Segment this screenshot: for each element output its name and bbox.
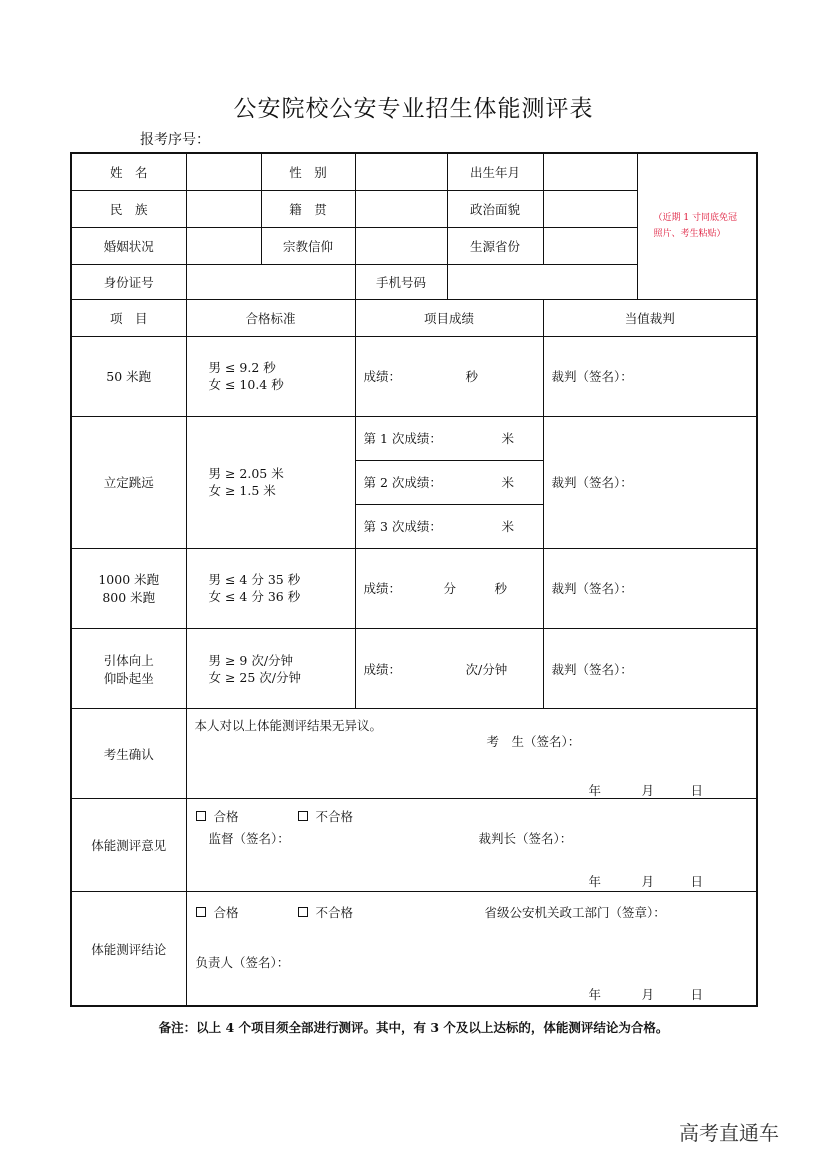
pullup-unit: 次/分钟 <box>465 661 508 677</box>
jump-attempt3-label: 第 3 次成绩： <box>363 519 442 535</box>
pullup-std-female: 女 ≥ 25 次/分钟 <box>208 669 302 685</box>
pullup-name-1: 引体向上 <box>103 652 154 668</box>
political-input[interactable] <box>543 190 637 227</box>
pullup-judge-cell[interactable] <box>543 628 757 708</box>
run50-judge-label: 裁判（签名）： <box>551 369 633 385</box>
opinion-chief-judge: 裁判长（签名）： <box>478 831 573 847</box>
serial-number-label: 报考序号： <box>140 132 210 148</box>
jump-name: 立定跳远 <box>71 416 186 548</box>
religion-label: 宗教信仰 <box>261 227 355 264</box>
opinion-fail-label: 不合格 <box>315 809 354 825</box>
province-input[interactable] <box>543 227 637 264</box>
confirm-cell[interactable] <box>186 709 757 799</box>
header-judge: 当值裁判 <box>543 299 757 336</box>
confirm-label: 考生确认 <box>71 709 186 799</box>
run50-unit: 秒 <box>465 369 479 385</box>
jump-standard <box>186 416 355 548</box>
run1000-score-label: 成绩： <box>363 581 402 597</box>
checkbox-icon[interactable] <box>298 811 308 821</box>
birth-input[interactable] <box>543 153 637 190</box>
jump-attempt2-label: 第 2 次成绩： <box>363 475 442 491</box>
jump-attempt3-unit: 米 <box>501 519 515 535</box>
conclusion-label: 体能测评结论 <box>71 892 186 1006</box>
run50-judge-cell[interactable] <box>543 336 757 416</box>
jump-attempt1-cell[interactable] <box>355 416 543 460</box>
run1000-unit-min: 分 <box>443 581 457 597</box>
ethnicity-input[interactable] <box>186 190 261 227</box>
jump-attempt1-unit: 米 <box>501 431 515 447</box>
opinion-supervisor: 监督（签名）： <box>208 831 290 847</box>
header-score: 项目成绩 <box>355 299 543 336</box>
checkbox-icon[interactable] <box>196 907 206 917</box>
marital-label: 婚姻状况 <box>71 227 186 264</box>
political-label: 政治面貌 <box>447 190 543 227</box>
run1000-standard <box>186 548 355 628</box>
province-label: 生源省份 <box>447 227 543 264</box>
run1000-name-1: 1000 米跑 <box>98 572 160 588</box>
run1000-name <box>71 548 186 628</box>
confirm-sign: 考 生（签名）： <box>486 734 581 750</box>
native-place-label: 籍 贯 <box>261 190 355 227</box>
photo-hint-2: 照片、考生粘贴） <box>653 229 726 240</box>
opinion-cell[interactable] <box>186 799 757 892</box>
run1000-judge-label: 裁判（签名）： <box>551 581 633 597</box>
run1000-std-male: 男 ≤ 4 分 35 秒 <box>208 572 301 588</box>
run1000-unit-sec: 秒 <box>494 581 508 597</box>
run50-standard <box>186 336 355 416</box>
photo-box[interactable] <box>637 153 757 299</box>
confirm-year: 年 <box>588 783 602 799</box>
conclusion-pass-option[interactable] <box>196 903 239 921</box>
gender-input[interactable] <box>355 153 447 190</box>
conclusion-year: 年 <box>588 987 602 1003</box>
conclusion-dept: 省级公安机关政工部门（签章）： <box>484 905 666 921</box>
opinion-fail-option[interactable] <box>298 807 354 825</box>
confirm-day: 日 <box>690 783 704 799</box>
pullup-score-label: 成绩： <box>363 661 402 677</box>
confirm-statement: 本人对以上体能测评结果无异议。 <box>194 718 383 734</box>
run1000-std-female: 女 ≤ 4 分 36 秒 <box>208 589 301 605</box>
jump-judge-label: 裁判（签名）： <box>551 475 633 491</box>
name-label: 姓 名 <box>71 153 186 190</box>
native-place-input[interactable] <box>355 190 447 227</box>
ethnicity-label: 民 族 <box>71 190 186 227</box>
run1000-judge-cell[interactable] <box>543 548 757 628</box>
conclusion-day: 日 <box>690 987 704 1003</box>
run50-name: 50 米跑 <box>71 336 186 416</box>
checkbox-icon[interactable] <box>196 811 206 821</box>
jump-std-male: 男 ≥ 2.05 米 <box>208 466 284 482</box>
phone-label: 手机号码 <box>355 264 447 299</box>
run50-std-male: 男 ≤ 9.2 秒 <box>208 360 276 376</box>
run1000-name-2: 800 米跑 <box>102 590 156 606</box>
header-standard: 合格标准 <box>186 299 355 336</box>
checkbox-icon[interactable] <box>298 907 308 917</box>
conclusion-fail-label: 不合格 <box>315 905 354 921</box>
photo-hint-1: （近期 1 寸同底免冠 <box>653 213 737 224</box>
fitness-form-table <box>70 152 758 1007</box>
birth-label: 出生年月 <box>447 153 543 190</box>
header-item: 项 目 <box>71 299 186 336</box>
pullup-name <box>71 628 186 708</box>
pullup-standard <box>186 628 355 708</box>
id-number-label: 身份证号 <box>71 264 186 299</box>
conclusion-cell[interactable] <box>186 892 757 1006</box>
opinion-year: 年 <box>588 874 602 890</box>
opinion-month: 月 <box>641 874 655 890</box>
jump-attempt2-cell[interactable] <box>355 460 543 504</box>
opinion-label: 体能测评意见 <box>71 799 186 892</box>
name-input[interactable] <box>186 153 261 190</box>
run50-std-female: 女 ≤ 10.4 秒 <box>208 377 284 393</box>
footnote: 备注：以上 4 个项目须全部进行测评。其中，有 3 个及以上达标的，体能测评结论为合格。 <box>158 1020 669 1035</box>
jump-attempt3-cell[interactable] <box>355 504 543 548</box>
jump-judge-cell[interactable] <box>543 416 757 548</box>
jump-attempt1-label: 第 1 次成绩： <box>363 431 442 447</box>
jump-std-female: 女 ≥ 1.5 米 <box>208 483 276 499</box>
watermark: 高考直通车 <box>679 1121 779 1145</box>
opinion-day: 日 <box>690 874 704 890</box>
gender-label: 性 别 <box>261 153 355 190</box>
run1000-score-cell[interactable] <box>355 548 543 628</box>
id-number-input[interactable] <box>186 264 355 299</box>
conclusion-fail-option[interactable] <box>298 903 354 921</box>
conclusion-pass-label: 合格 <box>213 905 239 921</box>
pullup-score-cell[interactable] <box>355 628 543 708</box>
confirm-month: 月 <box>641 783 655 799</box>
page-title: 公安院校公安专业招生体能测评表 <box>233 96 594 122</box>
jump-attempt2-unit: 米 <box>501 475 515 491</box>
pullup-judge-label: 裁判（签名）： <box>551 661 633 677</box>
conclusion-month: 月 <box>641 987 655 1003</box>
run50-score-label: 成绩： <box>363 369 402 385</box>
pullup-name-2: 仰卧起坐 <box>103 670 154 686</box>
opinion-pass-option[interactable] <box>196 807 239 825</box>
conclusion-responsible: 负责人（签名）： <box>195 955 290 971</box>
opinion-pass-label: 合格 <box>213 809 239 825</box>
marital-input[interactable] <box>186 227 261 264</box>
phone-input[interactable] <box>447 264 637 299</box>
pullup-std-male: 男 ≥ 9 次/分钟 <box>208 652 294 668</box>
religion-input[interactable] <box>355 227 447 264</box>
run50-score-cell[interactable] <box>355 336 543 416</box>
